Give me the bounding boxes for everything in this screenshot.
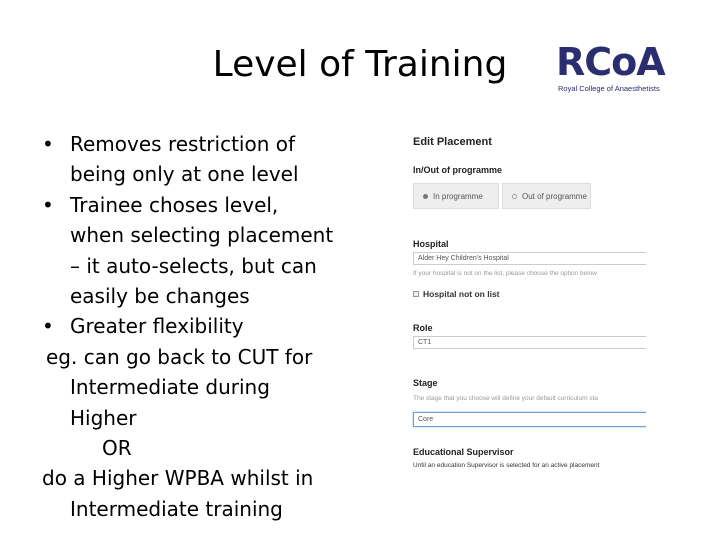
radio-in-programme-label: In programme (433, 191, 483, 201)
hospital-not-listed-row[interactable] (413, 289, 500, 299)
bullet-continuation: OR (102, 436, 132, 461)
stage-label: Stage (413, 378, 438, 388)
hospital-not-listed-checkbox[interactable] (413, 291, 419, 297)
bullet-continuation: being only at one level (70, 162, 299, 187)
radio-in-programme[interactable] (413, 183, 499, 209)
programme-label: In/Out of programme (413, 165, 503, 175)
bullet-list (42, 129, 382, 524)
bullet-item: • Removes restriction of (42, 129, 382, 159)
bullet-continuation: Intermediate during (70, 375, 270, 400)
bullet-continuation: – it auto-selects, but can (70, 253, 317, 278)
radio-selected-icon (423, 194, 428, 199)
bullet-item: • Trainee choses level, (42, 190, 382, 220)
radio-unselected-icon (512, 194, 517, 199)
hospital-not-listed-label: Hospital not on list (423, 289, 500, 299)
role-input[interactable]: CT1 (413, 336, 646, 349)
edit-placement-form (410, 130, 646, 480)
supervisor-label: Educational Supervisor (413, 447, 514, 457)
radio-out-of-programme-label: Out of programme (522, 191, 587, 201)
bullet-continuation: Higher (70, 405, 137, 430)
radio-out-of-programme[interactable] (502, 183, 591, 209)
logo-subtitle: Royal College of Anaesthetists (558, 84, 660, 93)
bullet-continuation: Intermediate training (70, 496, 283, 521)
rcoa-logo (556, 40, 672, 96)
hospital-input[interactable]: Alder Hey Children's Hospital (413, 252, 646, 265)
hospital-label: Hospital (413, 239, 449, 249)
form-heading: Edit Placement (413, 136, 492, 148)
hospital-hint: If your hospital is not on the list, please choose the option below (413, 270, 597, 277)
bullet-continuation: do a Higher WPBA whilst in (42, 466, 314, 491)
logo-mark: RCoA (556, 40, 665, 84)
stage-input[interactable]: Core (413, 412, 646, 427)
bullet-continuation: eg. can go back to CUT for (46, 344, 313, 369)
bullet-continuation: when selecting placement (70, 223, 334, 248)
role-label: Role (413, 323, 433, 333)
stage-hint: The stage that you choose will define your default curriculum sta (413, 395, 598, 402)
bullet-item: • Greater flexibility (42, 311, 382, 341)
slide-title: Level of Training (212, 44, 508, 85)
supervisor-hint: Until an education Supervisor is selected for an active placement (413, 462, 600, 469)
bullet-continuation: easily be changes (70, 284, 250, 309)
